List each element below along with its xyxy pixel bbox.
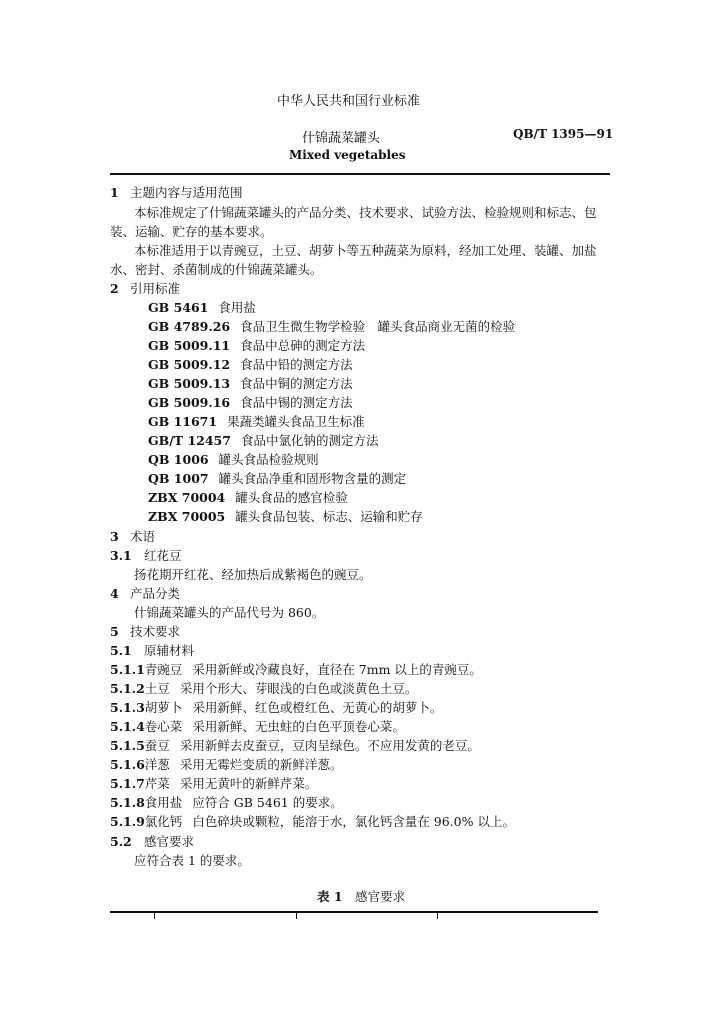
clause-number: 5.1.6 xyxy=(110,757,145,772)
material-requirement: 采用新鲜、红色或橙红色、无黄心的胡萝卜。 xyxy=(192,700,443,715)
material-name: 卷心菜 xyxy=(144,719,183,734)
material-item xyxy=(110,755,342,774)
reference-item xyxy=(148,355,353,374)
subsection-5-1-heading xyxy=(110,641,194,660)
reference-title: 食品中氯化钠的测定方法 xyxy=(240,433,379,448)
clause-number: 5.1.2 xyxy=(110,681,145,696)
paragraph: 什锦蔬菜罐头的产品代号为 860。 xyxy=(134,605,325,620)
material-name: 蚕豆 xyxy=(144,738,170,753)
standard-code: QB/T 1395—91 xyxy=(513,127,614,141)
material-item xyxy=(110,812,515,831)
material-requirement: 采用无黄叶的新鲜芹菜。 xyxy=(179,776,318,791)
reference-item xyxy=(148,336,365,355)
material-item xyxy=(110,717,405,736)
material-name: 氯化钙 xyxy=(144,814,183,829)
reference-item xyxy=(148,450,319,469)
reference-code: QB 1007 xyxy=(148,471,209,486)
section-number: 3 xyxy=(110,529,119,544)
material-name: 洋葱 xyxy=(144,757,170,772)
material-name: 青豌豆 xyxy=(144,662,183,677)
table-number: 表 1 xyxy=(317,889,343,904)
section-4-heading xyxy=(110,584,180,603)
subsection-heading: 原辅材料 xyxy=(144,643,195,658)
section-heading: 术语 xyxy=(130,529,156,544)
reference-title: 食品中锡的测定方法 xyxy=(240,395,353,410)
subsection-number: 5.1 xyxy=(110,643,132,658)
material-name: 食用盐 xyxy=(144,795,183,810)
section-number: 1 xyxy=(110,185,119,200)
reference-title: 食品卫生微生物学检验 罐头食品商业无菌的检验 xyxy=(240,319,516,334)
material-item xyxy=(110,698,442,717)
section-5-heading xyxy=(110,622,180,641)
reference-item xyxy=(148,374,353,393)
clause-number: 5.1.1 xyxy=(110,662,145,677)
section-heading: 产品分类 xyxy=(130,586,181,601)
reference-code: ZBX 70004 xyxy=(148,490,226,505)
section-3-heading xyxy=(110,527,155,546)
paragraph: 水、密封、杀菌制成的什锦蔬菜罐头。 xyxy=(110,262,323,277)
material-requirement: 应符合 GB 5461 的要求。 xyxy=(192,795,343,810)
paragraph: 扬花期开红花、经加热后成紫褐色的豌豆。 xyxy=(134,567,372,582)
reference-title: 食品中总砷的测定方法 xyxy=(240,338,366,353)
paragraph: 本标准规定了什锦蔬菜罐头的产品分类、技术要求、试验方法、检验规则和标志、包 xyxy=(134,205,597,220)
reference-code: GB 5009.13 xyxy=(148,376,231,391)
table-title: 感官要求 xyxy=(355,889,406,904)
reference-item xyxy=(148,317,515,336)
subsection-heading: 感官要求 xyxy=(144,834,195,849)
reference-code: GB 5009.16 xyxy=(148,395,231,410)
table-column-divider xyxy=(296,913,297,919)
reference-code: QB 1006 xyxy=(148,452,209,467)
reference-code: GB 5461 xyxy=(148,300,209,315)
paragraph: 应符合表 1 的要求。 xyxy=(134,853,250,868)
material-item xyxy=(110,660,482,679)
reference-code: GB 4789.26 xyxy=(148,319,231,334)
section-2-heading xyxy=(110,279,180,298)
reference-item xyxy=(148,431,378,450)
clause-number: 5.1.7 xyxy=(110,776,145,791)
clause-number: 5.1.5 xyxy=(110,738,145,753)
material-requirement: 采用新鲜去皮蚕豆，豆肉呈绿色。不应用发黄的老豆。 xyxy=(179,738,480,753)
reference-title: 食品中铅的测定方法 xyxy=(240,357,353,372)
standard-title-en: Mixed vegetables xyxy=(289,148,406,162)
reference-title: 果蔬类罐头食品卫生标准 xyxy=(227,414,365,429)
subsection-number: 3.1 xyxy=(110,548,132,563)
section-heading: 引用标准 xyxy=(130,281,181,296)
material-item xyxy=(110,679,417,698)
reference-title: 罐头食品净重和固形物含量的测定 xyxy=(218,471,407,486)
subsection-3-1-heading xyxy=(110,546,182,565)
reference-title: 食品中铜的测定方法 xyxy=(240,376,353,391)
reference-title: 罐头食品的感官检验 xyxy=(235,490,348,505)
material-name: 土豆 xyxy=(144,681,170,696)
material-name: 胡萝卜 xyxy=(144,700,183,715)
material-requirement: 白色碎块或颗粒，能溶于水，氯化钙含量在 96.0% 以上。 xyxy=(192,814,515,829)
material-name: 芹菜 xyxy=(144,776,170,791)
section-number: 4 xyxy=(110,586,119,601)
section-1-heading xyxy=(110,183,243,202)
material-item xyxy=(110,774,317,793)
section-number: 5 xyxy=(110,624,119,639)
clause-number: 5.1.3 xyxy=(110,700,145,715)
table-top-rule xyxy=(110,911,598,913)
paragraph: 装、运输、贮存的基本要求。 xyxy=(110,224,273,239)
reference-item xyxy=(148,393,353,412)
reference-item xyxy=(148,298,256,317)
reference-item xyxy=(148,488,348,507)
table-column-divider xyxy=(154,913,155,919)
material-item xyxy=(110,793,343,812)
issuer-title: 中华人民共和国行业标准 xyxy=(277,94,421,109)
section-number: 2 xyxy=(110,281,119,296)
material-requirement: 采用个形大、芽眼浅的白色或淡黄色土豆。 xyxy=(179,681,418,696)
clause-number: 5.1.8 xyxy=(110,795,145,810)
reference-code: GB/T 12457 xyxy=(148,433,231,448)
reference-code: ZBX 70005 xyxy=(148,509,226,524)
standard-title-cn: 什锦蔬菜罐头 xyxy=(302,131,381,146)
reference-item xyxy=(148,469,406,488)
reference-code: GB 11671 xyxy=(148,414,218,429)
material-item xyxy=(110,736,480,755)
subsection-number: 5.2 xyxy=(110,834,132,849)
table-caption xyxy=(317,887,405,905)
clause-number: 5.1.4 xyxy=(110,719,145,734)
section-heading: 技术要求 xyxy=(130,624,181,639)
clause-number: 5.1.9 xyxy=(110,814,145,829)
reference-code: GB 5009.11 xyxy=(148,338,231,353)
reference-title: 食用盐 xyxy=(218,300,256,315)
subsection-heading: 红花豆 xyxy=(144,548,182,563)
reference-title: 罐头食品检验规则 xyxy=(218,452,319,467)
header-rule xyxy=(110,173,610,175)
subsection-5-2-heading xyxy=(110,832,194,851)
paragraph: 本标准适用于以青豌豆，土豆、胡萝卜等五种蔬菜为原料，经加工处理、装罐、加盐 xyxy=(134,243,597,258)
material-requirement: 采用新鲜或冷藏良好，直径在 7mm 以上的青豌豆。 xyxy=(192,662,482,677)
reference-item xyxy=(148,412,365,431)
material-requirement: 采用新鲜、无虫蛀的白色平顶卷心菜。 xyxy=(192,719,405,734)
section-heading: 主题内容与适用范围 xyxy=(130,185,243,200)
reference-code: GB 5009.12 xyxy=(148,357,231,372)
reference-title: 罐头食品包装、标志、运输和贮存 xyxy=(235,509,423,524)
material-requirement: 采用无霉烂变质的新鲜洋葱。 xyxy=(179,757,343,772)
reference-item xyxy=(148,507,423,526)
table-column-divider xyxy=(437,913,438,919)
